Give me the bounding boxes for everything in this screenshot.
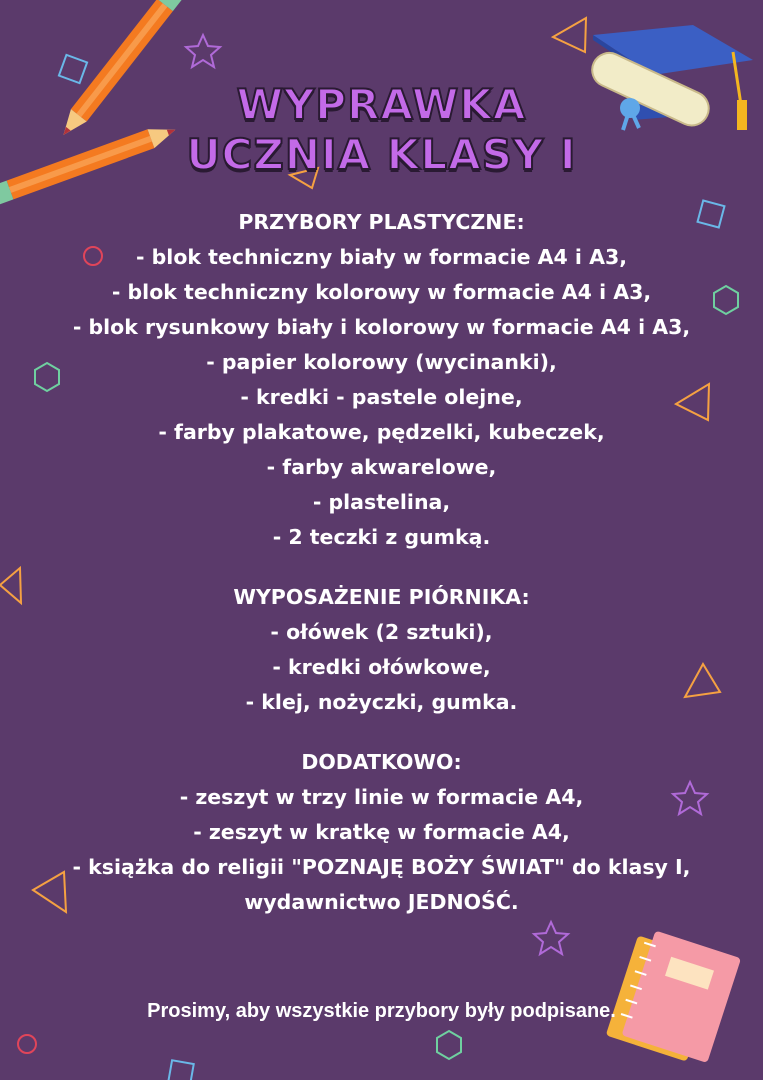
list-item: - farby plakatowe, pędzelki, kubeczek,: [158, 420, 605, 444]
list-item: - plastelina,: [312, 490, 451, 514]
hexagon-icon: [437, 1031, 461, 1059]
supply-list: [0, 205, 763, 920]
circle-icon: [18, 1035, 36, 1053]
list-item: - blok techniczny biały w formacie A4 i A3,: [135, 245, 628, 269]
star-icon: [534, 922, 568, 954]
list-item: - zeszyt w trzy linie w formacie A4,: [179, 785, 584, 809]
footer-note: Prosimy, aby wszystkie przybory były podpisane.: [147, 1000, 616, 1022]
section-art-supplies: [0, 205, 763, 555]
section-heading: DODATKOWO:: [301, 750, 462, 774]
title-line-2: UCZNIA KLASY I: [186, 130, 577, 179]
section-heading: PRZYBORY PLASTYCZNE:: [238, 210, 525, 234]
section-pencil-case: [0, 580, 763, 720]
list-item: - klej, nożyczki, gumka.: [245, 690, 518, 714]
section-additional: [0, 745, 763, 920]
triangle-icon: [553, 18, 586, 52]
list-item: - ołówek (2 sztuki),: [270, 620, 493, 644]
list-item: - kredki - pastele olejne,: [240, 385, 523, 409]
list-item: - farby akwarelowe,: [266, 455, 497, 479]
list-item: - blok techniczny kolorowy w formacie A4 i A3,: [111, 280, 652, 304]
list-item: - kredki ołówkowe,: [272, 655, 491, 679]
list-item: wydawnictwo JEDNOŚĆ.: [244, 890, 519, 914]
section-heading: WYPOSAŻENIE PIÓRNIKA:: [233, 585, 530, 609]
list-item: - zeszyt w kratkę w formacie A4,: [193, 820, 570, 844]
list-item: - 2 teczki z gumką.: [272, 525, 491, 549]
list-item: - blok rysunkowy biały i kolorowy w formacie A4 i A3,: [72, 315, 691, 339]
square-icon: [168, 1060, 193, 1080]
list-item: - papier kolorowy (wycinanki),: [206, 350, 557, 374]
title-line-1: WYPRAWKA: [236, 80, 527, 129]
page-title: [0, 80, 763, 180]
list-item: - książka do religii "POZNAJĘ BOŻY ŚWIAT" do klasy I,: [72, 855, 691, 879]
